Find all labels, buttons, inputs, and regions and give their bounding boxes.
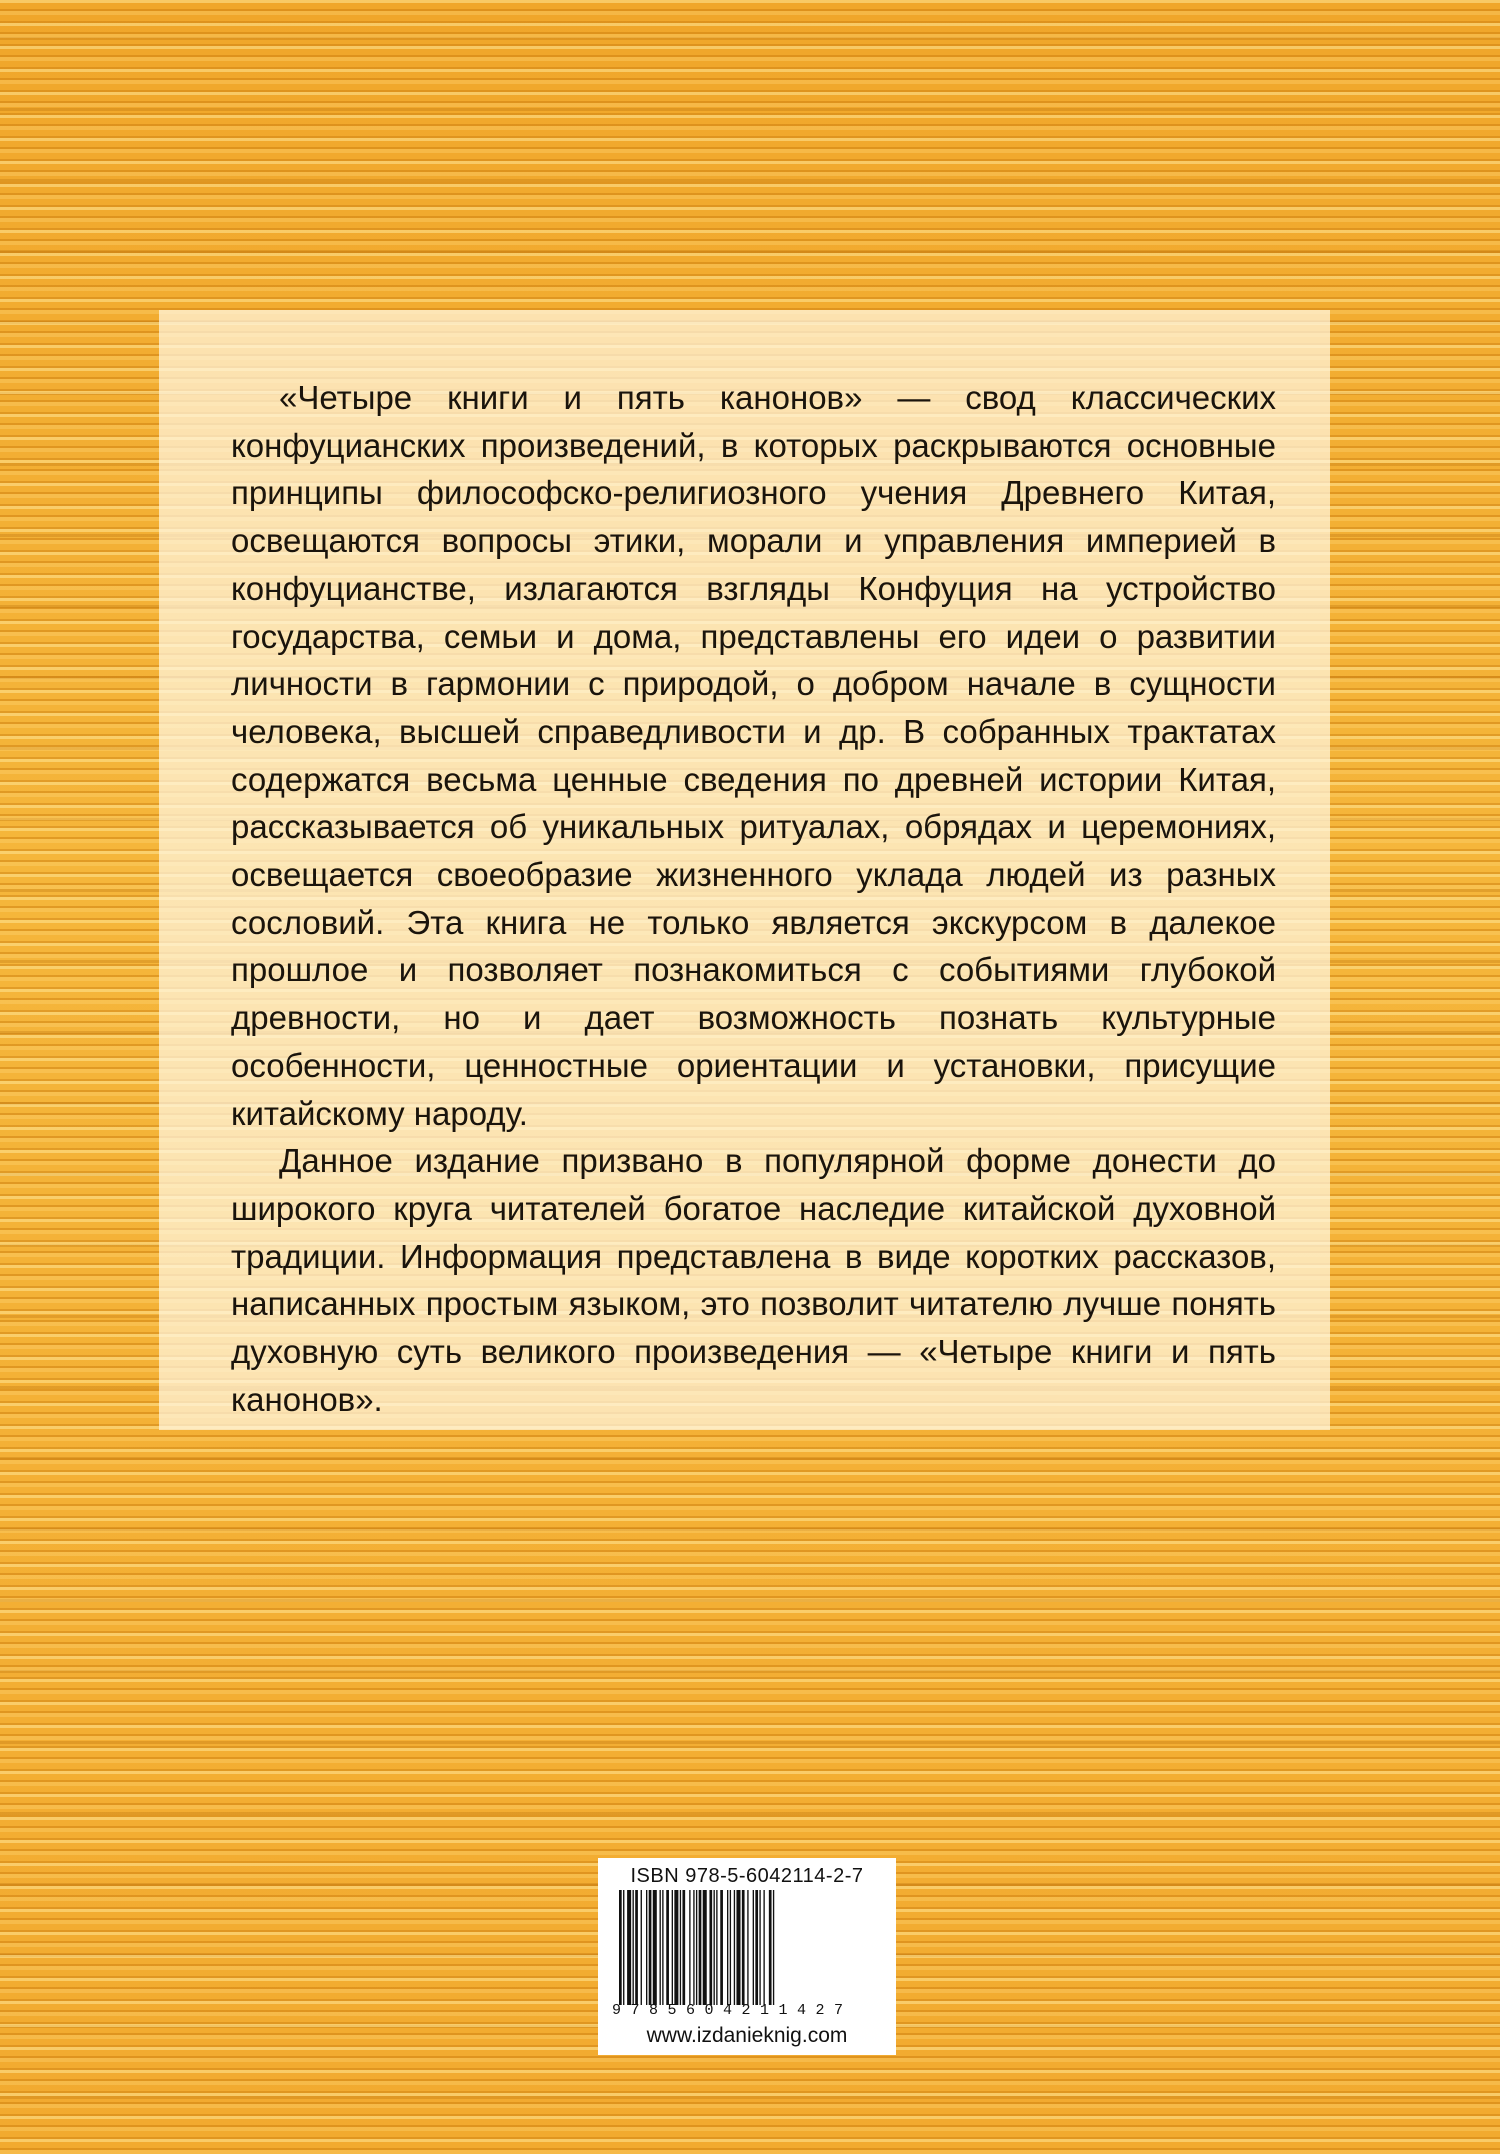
barcode-bar — [769, 1890, 772, 2005]
barcode-bar — [649, 1890, 652, 2005]
isbn-number: ISBN 978-5-6042114-2-7 — [630, 1865, 864, 1887]
barcode-bar — [763, 1890, 764, 2005]
barcode-bar — [646, 1890, 647, 2005]
barcode-bar — [689, 1890, 690, 2005]
barcode-bar — [747, 1890, 748, 2005]
barcode-bar — [682, 1890, 685, 2005]
barcode-digits: 9785604211427 — [612, 2002, 853, 2019]
barcode-bar — [755, 1890, 758, 2005]
isbn-barcode-block — [598, 1858, 896, 2055]
barcode-bar — [709, 1890, 712, 2005]
barcode-bar — [696, 1890, 697, 2005]
barcode-bar — [662, 1890, 663, 2005]
annotation-panel — [159, 310, 1330, 1430]
barcode-bar — [633, 1890, 634, 2005]
barcode-bar — [666, 1890, 669, 2005]
barcode-bar — [730, 1890, 731, 2005]
barcode-bar — [753, 1890, 754, 2005]
barcode-bar — [773, 1890, 774, 2005]
barcode-bar — [734, 1890, 735, 2005]
annotation-paragraph-2: Данное издание призвано в популярной форме донести до широкого круга читателей богатое наследие китайской духовной традиции. Информация представлена в виде коротких рассказов, написанных простым языком, это позволит читателю лучше понять духовную суть великого произведения — «Четыре книги и пять канонов». — [231, 1142, 1276, 1418]
barcode-bar — [693, 1890, 694, 2005]
publisher-website: www.izdanieknig.com — [646, 2024, 848, 2047]
barcode-bar — [674, 1890, 678, 2005]
barcode-bar — [716, 1890, 717, 2005]
annotation-paragraph-1: «Четыре книги и пять канонов» — свод классических конфуцианских произведений, в которых раскрываются основные принципы философско-религиозного учения Древнего Китая, освещаются вопросы этики, морали и управления империей в конфуцианстве, излагаются взгляды Конфуция на устройство государства, семьи и дома, представлены его идеи о развитии личности в гармонии с природой, о добром начале в сущности человека, высшей справедливости и др. В собранных трактатах содержатся весьма ценные сведения по древней истории Китая, рассказывается об уникальных ритуалах, обрядах и церемониях, освещается своеобразие жизненного уклада людей из разных сословий. Эта книга не только является экскурсом в далекое прошлое и позволяет познакомиться с событиями глубокой древности, но и дает возможность познать культурные особенности, ценностные ориентации и установки, присущие китайскому народу. — [231, 379, 1276, 1132]
barcode-bar — [720, 1890, 723, 2005]
barcode-bar — [619, 1890, 622, 2005]
barcode-bar — [742, 1890, 745, 2005]
barcode-bar — [736, 1890, 740, 2005]
barcode-bar — [727, 1890, 728, 2005]
barcode-bar — [680, 1890, 681, 2005]
barcode-bar — [641, 1890, 642, 2005]
barcode-bar — [627, 1890, 631, 2005]
barcode-bar — [699, 1890, 702, 2005]
barcode-bar — [660, 1890, 661, 2005]
barcode-bar — [672, 1890, 673, 2005]
barcode-bar — [623, 1890, 624, 2005]
barcode-bar — [703, 1890, 707, 2005]
barcode-bar — [653, 1890, 657, 2005]
barcode-bar — [635, 1890, 638, 2005]
barcode-image — [616, 1890, 878, 2005]
barcode-bar — [714, 1890, 715, 2005]
barcode-bar — [759, 1890, 760, 2005]
